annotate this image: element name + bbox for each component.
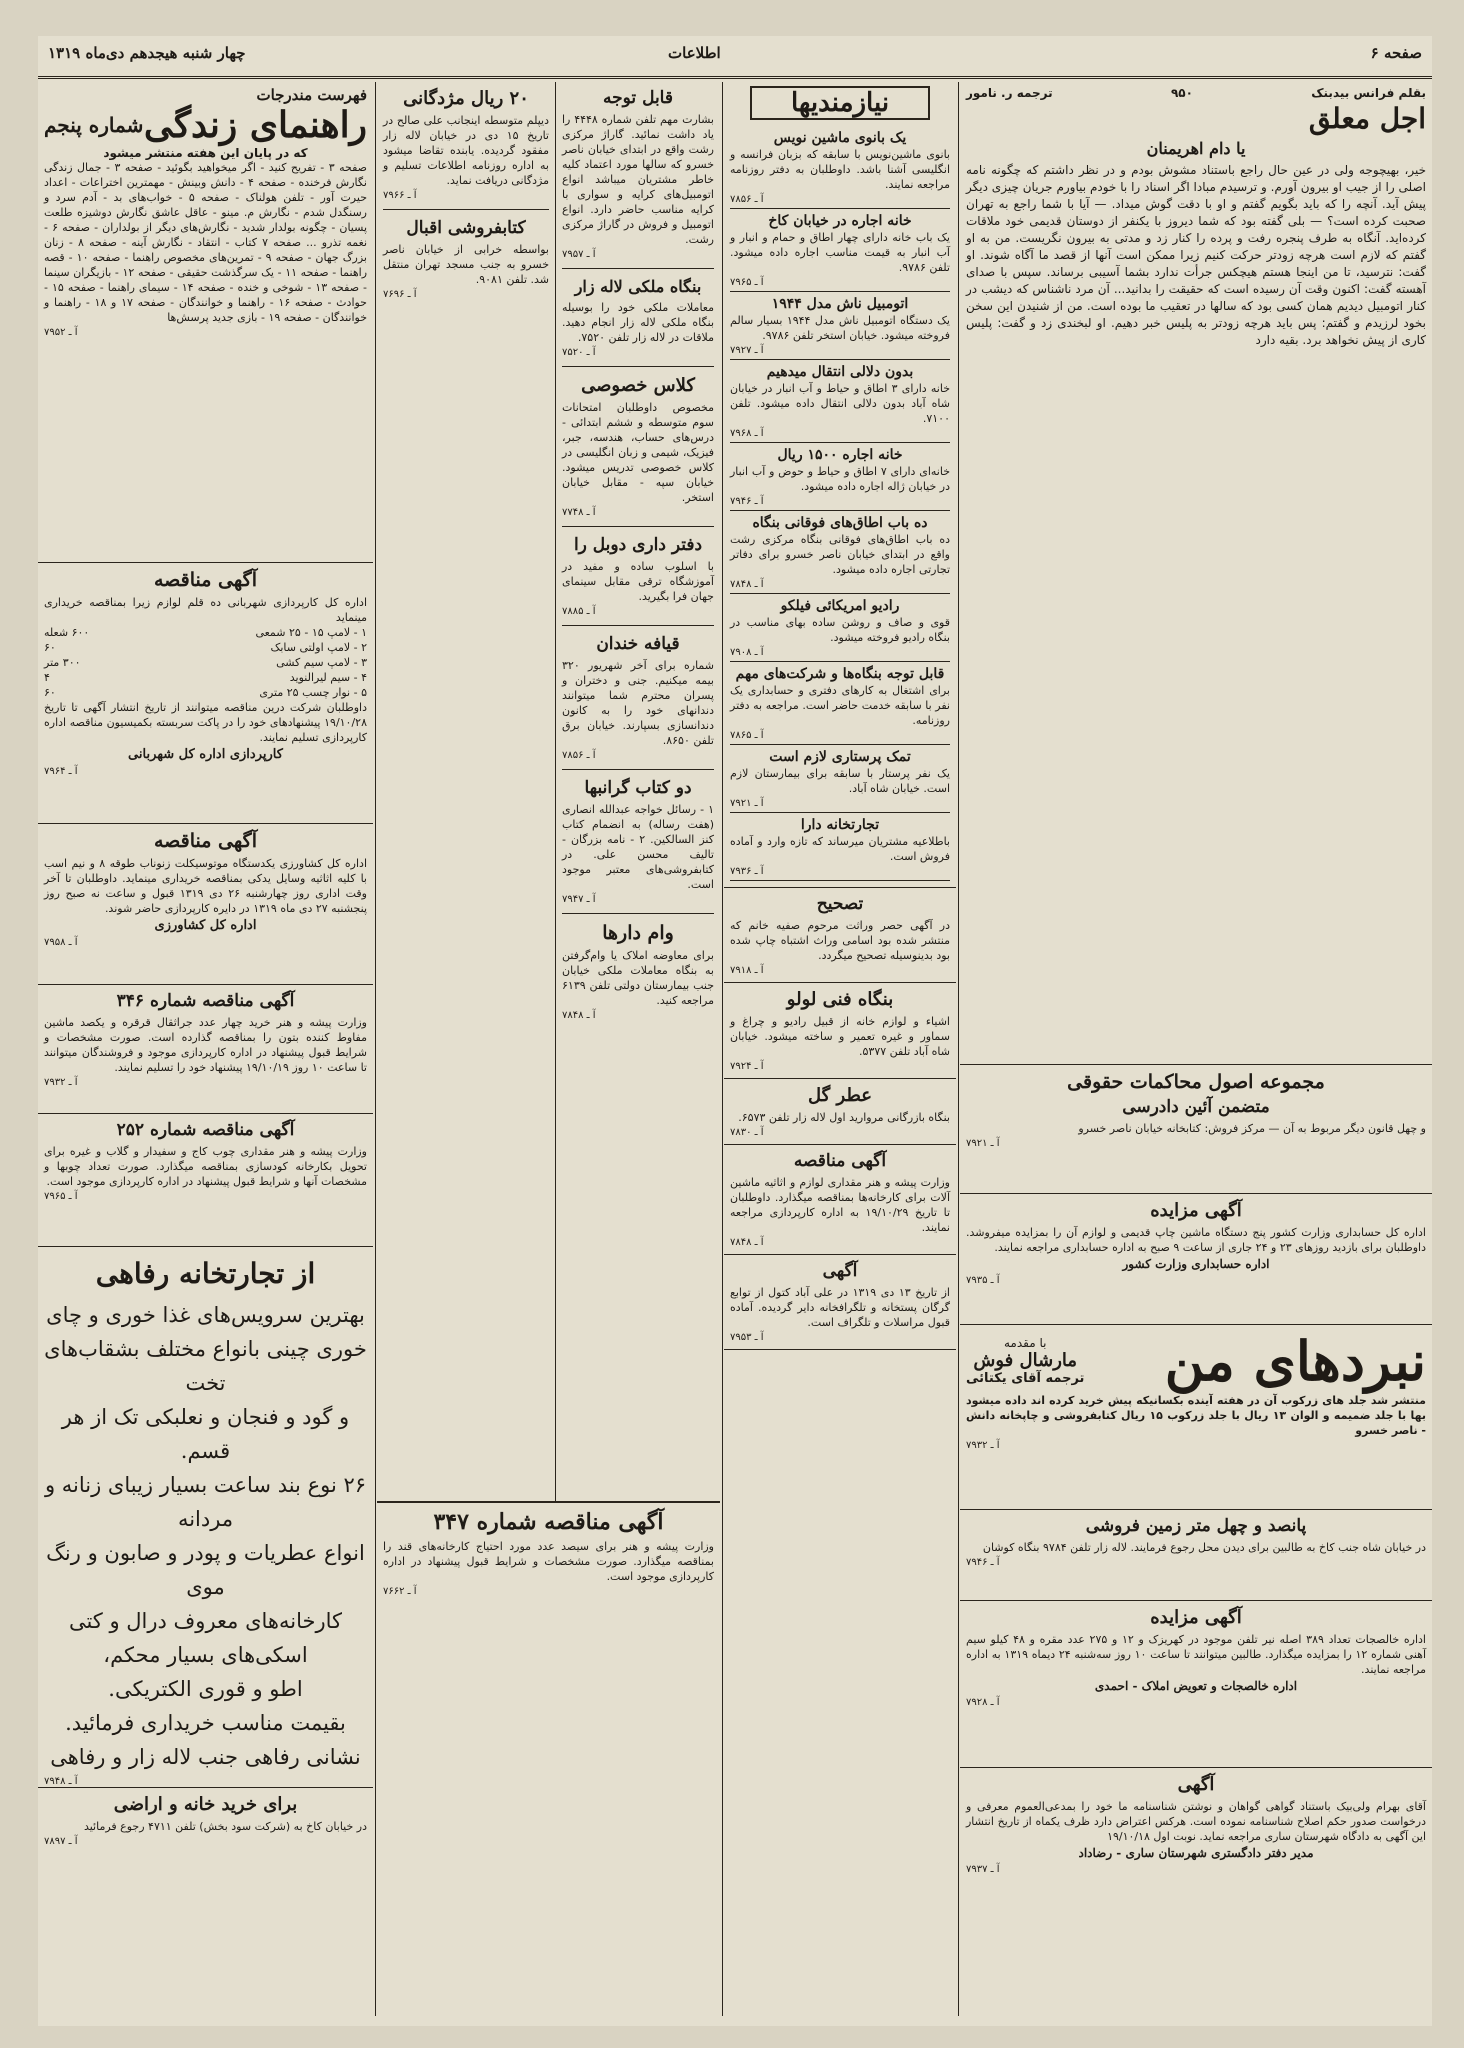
tender-title: آگهی مناقصه: [793, 1151, 887, 1171]
column-rule: [722, 82, 723, 2016]
rafahi-line: اطو و قوری الکتریکی.: [108, 1677, 303, 1701]
property-ad: [38, 1788, 373, 1853]
ad-ref: آ ـ ۷۹۲۷: [730, 345, 764, 356]
classified-body: یک باب خانه دارای چهار اطاق و حمام و انبار و آب انبار به قیمت مناسب اجاره داده میشود. تلفن ۹۷۸۶.: [730, 231, 950, 274]
classified-list: [730, 126, 950, 881]
bookshop-title: کتابفروشی اقبال: [406, 218, 526, 238]
auction-signature: اداره خالصجات و تعویض املاک - احمدی: [1094, 1679, 1298, 1693]
perfume-ad: [724, 1079, 956, 1145]
ad-ref: آ ـ ۷۸۴۸: [730, 579, 764, 590]
book-ad: [960, 1325, 1432, 1510]
auction-title: آگهی مزایده: [1150, 1607, 1242, 1628]
classified-title: تمک پرستاری لازم است: [769, 749, 911, 765]
column-rule: [375, 82, 376, 2016]
ad-ref: آ ـ ۷۹۵۸: [44, 937, 78, 948]
correction-notice: [724, 888, 956, 983]
issue-date: چهار شنبه هیجدهم دی‌ماه ۱۳۱۹: [48, 44, 246, 62]
magazine-subtitle: که در پایان این هفته منتشر میشود: [103, 146, 308, 160]
ad-ref: آ ـ ۷۹۳۷: [966, 1864, 1000, 1875]
story-byline: بقلم فرانس بیدبنک: [1311, 86, 1426, 100]
law-book-title: مجموعه اصول محاکمات حقوقی: [1067, 1071, 1325, 1093]
ad-ref: آ ـ ۷۹۳۲: [44, 1077, 78, 1088]
story-title: اجل معلق: [1308, 102, 1426, 135]
dentist-title: قیافه خندان: [596, 634, 680, 654]
tender-title: آگهی مناقصه: [154, 569, 257, 591]
ad-ref: آ ـ ۷۸۶۵: [730, 730, 764, 741]
rafahi-title: از تجارتخانه رفاهی: [95, 1257, 316, 1290]
ad-ref: آ ـ ۷۹۴۶: [730, 496, 764, 507]
perfume-body: بنگاه بازرگانی مروارید اول لاله زار تلفن ۶۵۷۳.: [738, 1111, 950, 1124]
tender-body: اداره کل کشاورزی یکدستگاه موتوسیکلت زنوناب طوقه ۸ و نیم اسب با کلیه اثاثیه وسایل یدکی بمناقصه خریداری مینماید. داوطلبان تا آخر وقت اداری روز چهارشنبه ۲۶ دی ۱۳۱۹ قبول و ساعت نه صبح روز پنجشنبه ۲۷ دی ماه ۱۳۱۹ در دایره کارپردازی حاضر شوند.: [44, 857, 367, 915]
classified-item: [730, 209, 950, 292]
reward-title: ۲۰ ریال مژدگانی: [403, 88, 529, 109]
law-book-subtitle: متضمن آئین دادرسی: [1122, 1097, 1270, 1117]
lulu-body: اشیاء و لوازم خانه از قبیل رادیو و چراغ و سماور و غیره تعمیر و ساخته میشود. خیابان شاه آباد تلفن ۵۳۷۷.: [730, 1015, 950, 1058]
tender-item-name: ۲ - لامپ اولتی سابک: [270, 641, 367, 654]
toc-title: فهرست مندرجات: [256, 86, 367, 104]
notice-body: آقای بهرام ولی‌بیک باستناد گواهی گواهان و نوشتن شناسنامه ما خود را بمدعی‌العموم معرفی و درخواست صدور حکم اصلاح شناسنامه نموده است. هرکس اعتراض دارد ظرف یکماه از تاریخ انتشار این آگهی به دادگاه شهرستان ساری مراجعه نماید. نوبت اول ۱۹/۱۰/۱۸: [966, 1800, 1426, 1843]
book-author: مارشال فوش: [973, 1350, 1078, 1371]
newspaper-page: [38, 36, 1432, 2026]
ad-ref: آ ـ ۷۹۳۶: [730, 866, 764, 877]
ads-strip: [377, 82, 555, 1502]
reward-body: دیپلم متوسطه اینجانب علی صالح در تاریخ ۱۵ دی در خیابان لاله زار مفقود گردیده. یابنده تقاضا میشود به اداره روزنامه اطلاعات تسلیم و مژدگانی دریافت نماید.: [383, 114, 549, 187]
perfume-title: عطر گل: [808, 1085, 872, 1106]
tender-item-name: ۱ - لامپ ۱۵ - ۲۵ شمعی: [255, 626, 367, 639]
ad-ref: آ ـ ۷۸۸۵: [562, 606, 596, 617]
ad-ref: آ ـ ۷۸۴۸: [562, 1010, 596, 1021]
column-story: [960, 82, 1432, 2016]
ad-ref: آ ـ ۷۶۶۲: [383, 1586, 417, 1597]
story-body: خیر، بهیچوجه ولی در عین حال راجع باستناد مشوش بودم و در نظر داشتم که چگونه نامه اصلی را از جیب او بیرون آورم. و ترسیدم مبادا اگر اسناد را با خودم بیاورم جریان چیزی دیگر پیش آید. آنچه را که باید بگویم گفتم و او با دقت گوش میداد. — آیا با شما راجع به تهران صحبت کرده است؟ — بلی گفته بود که شما دیروز با یکنفر از دوستان قدیمی خود ملاقات کرده‌اید. آنگاه به طرف پنجره رفت و پرده را کنار زد و مدتی به بیرون نگریست. من به او گفتم که لازم است هرچه زودتر حرکت کنیم زیرا ممکن است آنها از قصد ما آگاه شوند. او گفت: نترسید، تا من اینجا هستم هیچکس جرأت ندارد بشما آسیبی برساند. سپس با صدای آهسته گفت: اکنون وقت آن رسیده است که حقیقت را بدانید... آن مرد ناشناس که دیشب در کنار اتومبیل دیدیم همان کسی بود که سالها در تعقیب ما بوده است. من از شنیدن این سخن بخود لرزیدم و گفتم: پس باید هرچه زودتر به پلیس خبر دهیم. او لبخندی زد و گفت: پلیس کاری از پیش نخواهد برد. بقیه دارد: [966, 163, 1426, 347]
rafahi-line: ۲۶ نوع بند ساعت بسیار زیبای زنانه و مردانه: [44, 1473, 367, 1531]
ad-ref: آ ـ ۷۹۴۶: [966, 1557, 1000, 1568]
tender-body: وزارت پیشه و هنر مقداری چوب کاج و سفیدار و گلاب و غیره برای تحویل بکارخانه کودسازی بمناقصه میگذارد. صورت تعداد چوبها و مشخصات آنها و شرایط قبول پیشنهاد در اداره کارپردازی موجود است.: [44, 1145, 367, 1188]
classified-body: باطلاعیه مشتریان میرساند که تازه وارد و آماده فروش است.: [730, 835, 950, 863]
tender-notice: [38, 1114, 373, 1247]
notice-title: آگهی: [822, 1261, 858, 1281]
rafahi-lines: [44, 1298, 367, 1774]
tender-signature: اداره کل کشاورزی: [154, 918, 257, 933]
class-title: کلاس خصوصی: [581, 375, 695, 396]
lulu-title: بنگاه فنی لولو: [786, 989, 894, 1010]
auction-notice: [960, 1194, 1432, 1325]
tender-body: وزارت پیشه و هنر برای سیصد عدد مورد احتیاج کارخانه‌های قند را بمناقصه میگذارد. صورت مشخصات و شرایط قبول پیشنهاد در اداره کارپردازی موجود است.: [383, 1540, 714, 1583]
classified-body: ده باب اطاق‌های فوقانی بنگاه مرکزی رشت واقع در ابتدای خیابان ناصر خسرو برای دفاتر تجارتی اجاره داده میشود.: [730, 533, 950, 576]
books-title: دو کتاب گرانبها: [584, 778, 692, 798]
classifieds: [724, 82, 956, 888]
tender-347: [377, 1502, 720, 1603]
classified-title: تجارتخانه دارا: [800, 817, 880, 833]
ad-ref: آ ـ ۷۹۲۱: [966, 1138, 1000, 1149]
ad-ref: آ ـ ۷۵۲۰: [562, 347, 596, 358]
rafahi-line: بقیمت مناسب خریداری فرمائید.: [65, 1711, 346, 1735]
classified-title: یک بانوی ماشین نویس: [773, 130, 907, 146]
tender-title: آگهی مناقصه شماره ۲۵۲: [116, 1120, 295, 1140]
ad-ref: آ ـ ۷۹۴۷: [562, 894, 596, 905]
classified-body: قوی و صاف و روشن ساده بهای مناسب در بنگاه رادیو فروخته میشود.: [730, 616, 950, 644]
ad-ref: آ ـ ۷۹۴۸: [44, 1776, 78, 1787]
books-body: ۱ - رسائل خواجه عبدالله انصاری (هفت رساله) به انضمام کتاب کنز السالکین. ۲ - نامه بزرگان - تالیف محسن علی. در کتابفروشی‌های معتبر موجود است.: [562, 803, 714, 891]
auction-notice: [960, 1601, 1432, 1768]
tender-item-qty: ۳۰۰ متر: [44, 656, 81, 669]
tender-item-qty: ۶۰: [44, 641, 56, 654]
classified-title: قابل توجه بنگاه‌ها و شرکت‌های مهم: [735, 666, 945, 682]
classified-item: [730, 511, 950, 594]
tender-item-name: ۴ - سیم لیرالنوید: [289, 671, 367, 684]
column-rule: [958, 82, 959, 2016]
classified-body: یک نفر پرستار با سابقه برای بیمارستان لازم است. خیابان شاه آباد.: [730, 767, 950, 795]
auction-body: اداره کل حسابداری وزارت کشور پنج دستگاه ماشین چاپ قدیمی و لوازم آن را بمزایده میفروشد. داوطلبان برای بازدید روزهای ۲۳ و ۲۴ جاری از ساعت ۹ صبح به اداره حسابداری مراجعه نمایند.: [966, 1226, 1426, 1254]
magazine-issue: شماره پنجم: [44, 113, 144, 137]
notice-signature: مدیر دفتر دادگستری شهرستان ساری - رضاداد: [1078, 1846, 1314, 1860]
rafahi-line: خوری چینی بانواع مختلف بشقاب‌های تخت: [44, 1337, 367, 1395]
rafahi-line: انواع عطریات و پودر و صابون و رنگ موی: [46, 1541, 365, 1599]
ad-ref: آ ـ ۷۸۳۰: [730, 1127, 764, 1138]
classified-item: [730, 360, 950, 443]
lulu-ad: [724, 983, 956, 1079]
ad-ref: آ ـ ۷۹۶۶: [383, 190, 417, 201]
tender-notice: [38, 985, 373, 1114]
ad-ref: آ ـ ۷۹۵۳: [730, 1332, 764, 1343]
ad-ref: آ ـ ۷۸۵۶: [562, 750, 596, 761]
tender-title: آگهی مناقصه: [154, 830, 257, 852]
book-translator: ترجمه آقای یکتائی: [966, 1371, 1085, 1386]
ad-ref: آ ـ ۷۹۶۵: [44, 1191, 78, 1202]
tender-item: [44, 640, 367, 655]
tender-item-name: ۵ - نوار چسب ۲۵ متری: [259, 686, 367, 699]
ad-ref: آ ـ ۷۹۲۱: [730, 798, 764, 809]
class-body: مخصوص داوطلبان امتحانات سوم متوسطه و ششم ابتدائی - درس‌های حساب، هندسه، جبر، فیزیک، شیمی و زبان انگلیسی در کلاس خصوصی تدریس میشود. خیابان سپه - مقابل خیابان استخر.: [562, 401, 714, 504]
classified-body: بانوی ماشین‌نویس با سابقه که بزبان فرانسه و انگلیسی آشنا باشد. داوطلبان به دفتر روزنامه مراجعه نمایند.: [730, 148, 950, 191]
story-number: ۹۵۰: [1170, 86, 1193, 100]
ad-ref: آ ـ ۷۸۹۷: [44, 1836, 78, 1847]
law-book-ad: [960, 1065, 1432, 1194]
ad-ref: آ ـ ۷۹۶۸: [730, 428, 764, 439]
book-title: نبردهای من: [1164, 1329, 1426, 1393]
classified-body: یک دستگاه اتومبیل ناش مدل ۱۹۴۴ بسیار سالم فروخته میشود. خیابان استخر تلفن ۹۷۸۶.: [730, 314, 950, 342]
rafahi-line: بهترین سرویس‌های غذا خوری و چای: [46, 1303, 365, 1327]
tender-body: وزارت پیشه و هنر خرید چهار عدد جراثقال قرقره و یکصد ماشین مفاوط کننده بتون را بمناقصه گذارده است. صورت مشخصات و شرایط قبول پیشنهاد در اداره کارپردازی موجود و فروشندگان میتوانند تا ساعت ۱۰ روز ۱۹/۱۰/۱۹ پیشنهاد خود را تسلیم نمایند.: [44, 1016, 367, 1074]
land-sale-body: در خیابان شاه جنب کاخ به طالبین برای دیدن محل رجوع فرمایند. لاله زار تلفن ۹۷۸۴ بنگاه کوشان: [982, 1541, 1426, 1554]
magazine-title: راهنمای زندگی: [143, 104, 367, 146]
legal-notice: [960, 1768, 1432, 1881]
column-ads: [377, 82, 720, 2016]
bookkeeping-body: با اسلوب ساده و مفید در آموزشگاه ترقی مقابل سینمای جهان فرا بگیرید.: [562, 560, 714, 603]
tender-items: [44, 625, 367, 700]
rafahi-line: کارخانه‌های معروف درال و کتی: [68, 1609, 343, 1633]
land-sale-ad: [960, 1510, 1432, 1601]
tender-body: داوطلبان شرکت درین مناقصه میتوانند از تاریخ انتشار آگهی تا تاریخ ۱۹/۱۰/۲۸ پیشنهادهای خود را در پاکت سربسته بکمیسیون مناقصه اداره کارپردازی تسلیم نمایند.: [44, 701, 367, 744]
magazine-contents: [38, 82, 373, 563]
tender-signature: کارپردازی اداره کل شهربانی: [128, 747, 283, 762]
bookshop-body: بواسطه خرابی از خیابان ناصر خسرو به جنب مسجد تهران منتقل شد. تلفن ۹۰۸۱.: [383, 243, 549, 286]
column-classifieds: [724, 82, 956, 2016]
classified-item: [730, 292, 950, 360]
classified-item: [730, 594, 950, 662]
auction-title: آگهی مزایده: [1150, 1200, 1242, 1221]
story-subtitle: یا دام اهریمنان: [1146, 139, 1246, 158]
notice-title: آگهی: [1177, 1774, 1215, 1795]
post-office-notice: [724, 1255, 956, 1350]
ad-ref: آ ـ ۷۷۴۸: [562, 507, 596, 518]
agency-body: معاملات ملکی خود را بوسیله بنگاه ملکی لاله زار انجام دهید. ملاقات در لاله زار تلفن ۷۵۲۰.: [562, 301, 714, 344]
ad-ref: آ ـ ۷۸۴۸: [730, 1237, 764, 1248]
classified-item: [730, 662, 950, 745]
classified-title: ده باب اطاق‌های فوقانی بنگاه: [752, 515, 928, 531]
loan-body: برای معاوضه املاک یا وام‌گرفتن به بنگاه معاملات ملکی خیابان جنب بیمارستان دولتی تلفن ۶۱۳۹ مراجعه کنید.: [562, 949, 714, 1007]
tender-item-qty: ۴: [44, 671, 50, 684]
tender-title: آگهی مناقصه شماره ۳۴۶: [116, 991, 295, 1011]
classifieds-title: نیازمندیها: [750, 86, 930, 120]
tender-item: [44, 625, 367, 640]
property-body: در خیابان کاخ به (شرکت سود بخش) تلفن ۴۷۱۱ رجوع فرمائید: [83, 1820, 367, 1833]
ad-ref: آ ـ ۷۹۰۸: [730, 647, 764, 658]
notice-body: از تاریخ ۱۳ دی ۱۳۱۹ در علی آباد کتول از توابع گرگان پستخانه و تلگرافخانه دایر گردیده. آماده قبول مراسلات و تلگراف است.: [730, 1286, 950, 1329]
ad-ref: آ ـ ۷۹۱۸: [730, 965, 764, 976]
ad-ref: آ ـ ۷۹۳۵: [966, 1275, 1000, 1286]
book-intro: با مقدمه: [1003, 1336, 1047, 1350]
tender-item-name: ۳ - لامپ سیم کشی: [276, 656, 367, 669]
tender-notice: [724, 1145, 956, 1255]
classified-title: بدون دلالی انتقال میدهیم: [766, 364, 914, 380]
tender-intro: اداره کل کارپردازی شهربانی ده قلم لوازم زیرا بمناقصه خریداری مینماید: [44, 596, 367, 624]
newspaper-name: اطلاعات: [668, 44, 721, 62]
bookkeeping-title: دفتر داری دوبل را: [573, 535, 703, 555]
classified-title: اتومبیل ناش مدل ۱۹۴۴: [771, 296, 909, 312]
rafahi-line: نشانی رفاهی جنب لاله زار و رفاهی: [50, 1745, 361, 1769]
rafahi-line: اسکی‌های بسیار محکم،: [103, 1643, 308, 1667]
tender-item: [44, 655, 367, 670]
column-left: [38, 82, 373, 2016]
ad-ref: آ ـ ۷۹۲۴: [730, 1061, 764, 1072]
serial-story: [960, 82, 1432, 1065]
tender-item: [44, 670, 367, 685]
ad-ref: آ ـ ۷۹۶۴: [44, 766, 78, 777]
ad-ref: آ ـ ۷۹۲۸: [966, 1697, 1000, 1708]
ad-ref: آ ـ ۷۹۶۵: [730, 277, 764, 288]
classified-title: خانه اجاره ۱۵۰۰ ریال: [777, 447, 903, 463]
tender-body: وزارت پیشه و هنر مقداری لوازم و اثاثیه ماشین آلات برای کارخانه‌ها بمناقصه میگذارد. داوطلبان تا تاریخ ۱۹/۱۰/۲۹ به اداره کارپردازی مراجعه نمایند.: [730, 1176, 951, 1234]
property-title: برای خرید خانه و اراضی: [113, 1794, 298, 1815]
classified-item: [730, 126, 950, 209]
classified-body: خانه‌ای دارای ۷ اطاق و حیاط و حوض و آب انبار در خیابان ژاله اجاره داده میشود.: [730, 465, 951, 493]
tender-item-qty: ۶۰: [44, 686, 56, 699]
tender-item: [44, 685, 367, 700]
land-sale-title: پانصد و چهل متر زمین فروشی: [1085, 1516, 1307, 1536]
ad-ref: آ ـ ۷۹۵۷: [562, 249, 596, 260]
ad-ref: آ ـ ۷۹۳۲: [966, 1440, 1000, 1451]
ad-ref: آ ـ ۷۸۵۶: [730, 194, 764, 205]
tender-notice: [38, 563, 373, 824]
rafahi-line: و گود و فنجان‌ و نعلبکی تک از هر قسم.: [61, 1405, 350, 1463]
tender-notice: [38, 824, 373, 985]
ads-strip: [555, 82, 720, 1502]
notice-title: قابل توجه: [603, 88, 673, 108]
page-number: صفحه ۶: [1370, 44, 1422, 62]
auction-body: اداره خالصجات تعداد ۳۸۹ اصله نیر تلفن موجود در کهریزک و ۱۲ و ۲۷۵ عدد مقره و ۴۸ کیلو سیم آهنی شماره ۱۲ را بمزایده میگذارد. طالبین میتوانند تا ساعت ۱۰ روز سه‌شنبه ۲۴ دیماه ۱۳۱۹ به اداره مراجعه نمایند.: [966, 1633, 1426, 1676]
classified-item: [730, 813, 950, 881]
dentist-body: شماره برای آخر شهریور ۳۲۰ بیمه میکنیم. جنی و دختران و پسران محترم شما میتوانند دندانهای خود را به کانون دندانسازی بسپارند. خیابان برق تلفن ۸۶۵۰.: [562, 659, 714, 747]
tender-item-qty: ۶۰۰ شعله: [44, 626, 90, 639]
classified-item: [730, 443, 950, 511]
story-translator: ترجمه ر. نامور: [966, 86, 1053, 100]
correction-title: تصحیح: [816, 894, 864, 914]
classified-title: رادیو امریکائی فیلکو: [780, 598, 900, 614]
classified-body: خانه دارای ۳ اطاق و حیاط و آب انبار در خیابان شاه آباد بدون دلالی انتقال داده میشود. تلفن ۷۱۰۰.: [730, 382, 951, 425]
page-header: [38, 36, 1432, 79]
book-body: منتشر شد جلد های زرکوب آن در هفته آینده بکسانیکه پیش خرید کرده اند داده میشود بها با جلد ضمیمه و الوان ۱۳ ریال با جلد زرکوب ۱۵ ریال کتابفروشی و چاپخانه دانش - ناصر خسرو: [966, 1394, 1426, 1437]
ad-ref: آ ـ ۷۹۵۲: [44, 327, 78, 338]
auction-signature: اداره حسابداری وزارت کشور: [1122, 1257, 1270, 1271]
ad-ref: آ ـ ۷۶۹۶: [383, 289, 417, 300]
notice-body: بشارت مهم تلفن شماره ۴۴۴۸ را یاد داشت نمائید. گاراژ مرکزی رشت واقع در ابتدای خیابان ناصر خسرو که سالها مورد اعتماد کلیه خاطر مشتریان میباشد انواع اتومبیل‌های کرایه و سواری با کرایه مناسب حاضر دارد. انواع اتومبیل و فروش در گاراژ مرکزی رشت.: [562, 113, 714, 246]
classified-title: خانه اجاره در خیابان کاخ: [768, 213, 912, 229]
magazine-contents-body: صفحه ۳ - تفریح کنید - اگر میخواهید بگوئید - صفحه ۳ - جمال زندگی نگارش فرخنده - صفحه ۴ - دانش وبینش - مهمترین اختراعات - اعداد حیرت آور - تلفن هولناک - صفحه ۵ - خواب‌های بد - آدم سرد و رسنگدل شدم - نگارش م. مینو - عاقل عاشق نگارش دوشیزه طلعت پسیان - چگونه بولدار شدید - نگارش‌های دیگر از بولداران - صفحه ۶ - نغمه تذرو ... صفحه ۷ کتاب - انتقاد - نگارش آینه - صفحه ۸ - زنان بزرگ جهان - صفحه ۹ - تمرین‌های مخصوص راهنما - صفحه ۱۰ - قصه راهنما - صفحه ۱۱ - یک سرگذشت حقیقی - صفحه ۱۲ - بازیگران سینما - صفحه ۱۳ - شوخی و خنده - صفحه ۱۴ - سیمای راهنما - صفحه ۱۵ - حوادث - صفحه ۱۶ - راهنما و خوانندگان - صفحه ۱۷ و ۱۸ - راهنما و خوانندگان - صفحه ۱۹ - بازی جدید پرسش‌ها: [44, 161, 368, 324]
agency-title: بنگاه ملکی لاله زار: [574, 277, 702, 296]
correction-body: در آگهی حصر وراثت مرحوم صفیه خانم که منتشر شده بود اسامی وراث اشتباه چاپ شده بود بدینوسیله تصحیح میگردد.: [730, 919, 950, 962]
loan-title: وام دارها: [602, 922, 674, 944]
law-book-body: و چهل قانون دیگر مربوط به آن — مرکز فروش: کتابخانه خیابان ناصر خسرو: [1078, 1122, 1426, 1135]
rafahi-ad: [38, 1247, 373, 1788]
classified-body: برای اشتغال به کارهای دفتری و حسابداری یک نفر با سابقه خدمت حاضر است. مراجعه به دفتر روزنامه.: [730, 684, 950, 727]
tender-title: آگهی مناقصه شماره ۳۴۷: [433, 1509, 664, 1535]
classified-item: [730, 745, 950, 813]
